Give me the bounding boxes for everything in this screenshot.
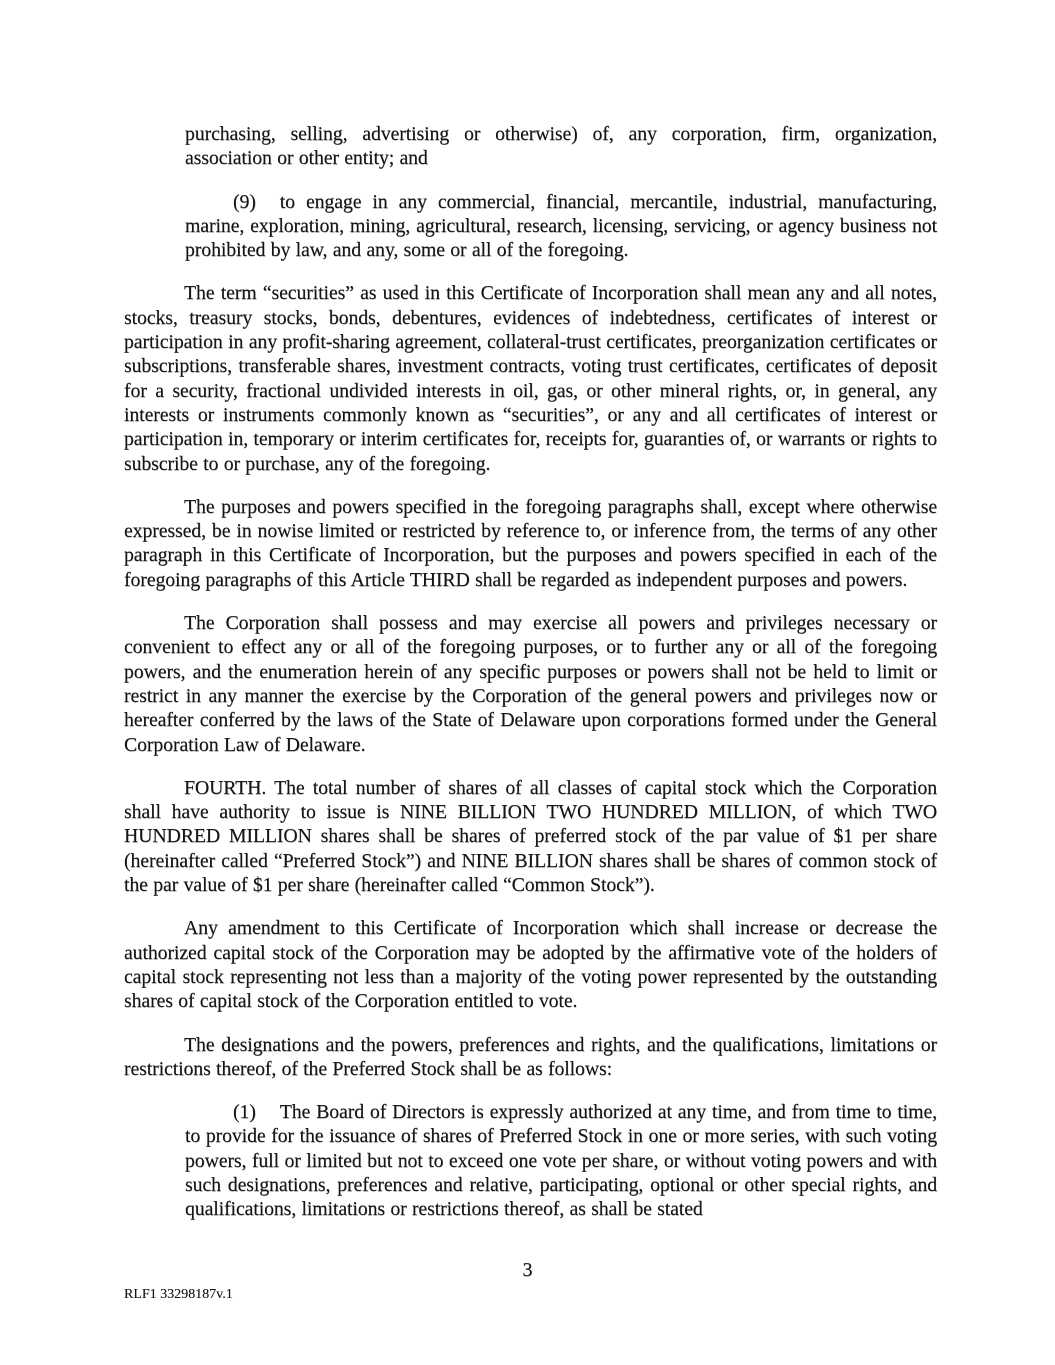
clause-1-marker: (1) [233, 1101, 256, 1124]
paragraph-purposes-and-powers: The purposes and powers specified in the foregoing paragraphs shall, except where otherwise expressed, be in nowise limited or restricted by reference to, or inference from, the terms of any other paragraph in this Certificate of Incorporation, but the purposes and powers specified in each of the foregoing paragraphs of this Article THIRD shall be regarded as independent purposes and powers. [124, 495, 937, 591]
clause-1-text: The Board of Directors is expressly authorized at any time, and from time to time, to provide for the issuance of shares of Preferred Stock in one or more series, with such voting powers, full or limited but not to exceed one vote per share, or without voting powers and with such designations, preferences and relative, participating, optional or other special rights, and qualifications, limitations or restrictions thereof, as shall be stated [185, 1101, 937, 1221]
paragraph-clause-9 [185, 190, 937, 263]
paragraph-article-fourth: FOURTH. The total number of shares of all classes of capital stock which the Corporation shall have authority to issue is NINE BILLION TWO HUNDRED MILLION, of which TWO HUNDRED MILLION shares shall be shares of preferred stock of the par value of $1 per share (hereinafter called “Preferred Stock”) and NINE BILLION shares shall be shares of common stock of the par value of $1 per share (hereinafter called “Common Stock”). [124, 776, 937, 897]
footer-document-id: RLF1 33298187v.1 [124, 1287, 233, 1302]
paragraph-corporation-powers: The Corporation shall possess and may exercise all powers and privileges necessary or convenient to effect any or all of the foregoing purposes, or to further any or all of the foregoing powers, and the enumeration herein of any specific purposes or powers shall not be held to limit or restrict in any manner the exercise by the Corporation of the general powers and privileges now or hereafter conferred by the laws of the State of Delaware upon corporations formed under the General Corporation Law of Delaware. [124, 612, 937, 756]
paragraph-securities-definition: The term “securities” as used in this Certificate of Incorporation shall mean any and all notes, stocks, treasury stocks, bonds, debentures, evidences of indebtedness, certificates of interest or participation in any profit-sharing agreement, collateral-trust certificates, preorganization certificates or subscriptions, transferable shares, investment contracts, voting trust certificates, certificates of deposit for a security, fractional undivided interests in oil, gas, or other mineral rights, or, in general, any interests or instruments commonly known as “securities”, or any and all certificates of interest or participation in, temporary or interim certificates for, receipts for, guaranties of, or warrants or rights to subscribe to or purchase, any of the foregoing. [124, 282, 937, 475]
clause-9-marker: (9) [233, 190, 256, 213]
paragraph-designations: The designations and the powers, preferences and rights, and the qualifications, limitations or restrictions thereof, of the Preferred Stock shall be as follows: [124, 1033, 937, 1080]
clause-9-text: to engage in any commercial, financial, mercantile, industrial, manufacturing, marine, exploration, mining, agricultural, research, licensing, servicing, or agency business not prohibited by law, and any, some or all of the foregoing. [185, 190, 937, 262]
page-number: 3 [522, 1259, 533, 1281]
paragraph-amendment: Any amendment to this Certificate of Incorporation which shall increase or decrease the authorized capital stock of the Corporation may be adopted by the affirmative vote of the holders of capital stock representing not less than a majority of the voting power represented by the outstanding shares of capital stock of the Corporation entitled to vote. [124, 917, 937, 1013]
paragraph-clause-1 [185, 1100, 937, 1221]
paragraph-continuation: purchasing, selling, advertising or otherwise) of, any corporation, firm, organization, association or other entity; and [185, 123, 937, 170]
document-body [124, 122, 937, 1241]
